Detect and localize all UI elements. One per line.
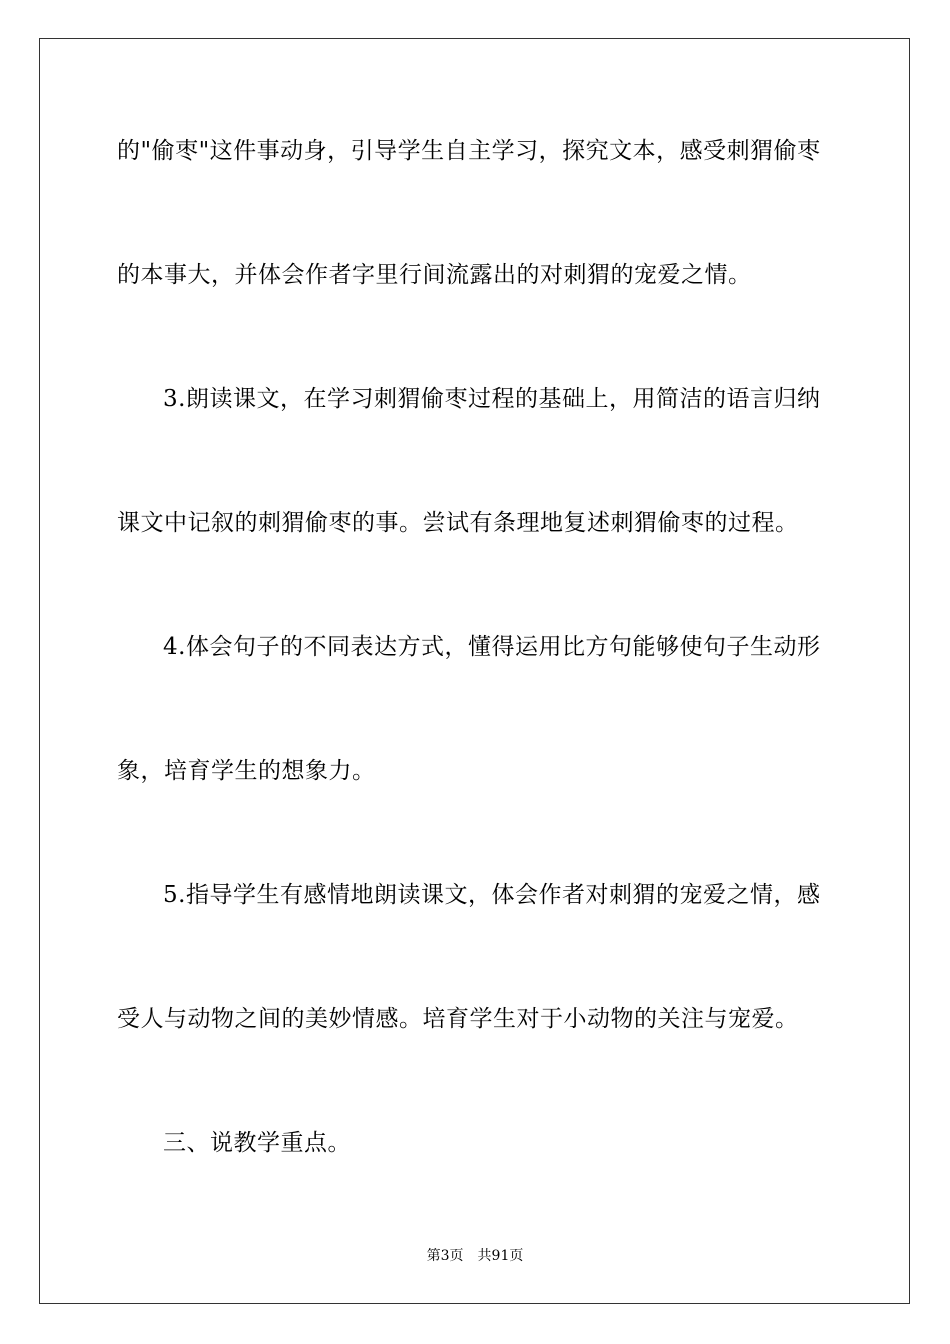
body-line-3: 3.朗读课文，在学习刺猬偷枣过程的基础上，用简洁的语言归纳 [163, 386, 821, 412]
body-line-2: 的本事大，并体会作者字里行间流露出的对刺猬的宠爱之情。 [117, 262, 752, 288]
page-border [39, 38, 910, 1304]
page-number: 第3页 [426, 1248, 464, 1264]
body-line-5: 4.体会句子的不同表达方式，懂得运用比方句能够使句子生动形 [163, 634, 821, 660]
body-line-8: 受人与动物之间的美妙情感。培育学生对于小动物的关注与宠爱。 [117, 1006, 799, 1032]
section-heading: 三、说教学重点。 [163, 1130, 351, 1156]
total-pages: 共91页 [477, 1248, 524, 1264]
body-line-1: 的"偷枣"这件事动身，引导学生自主学习，探究文本，感受刺猬偷枣 [117, 138, 821, 164]
body-line-4: 课文中记叙的刺猬偷枣的事。尝试有条理地复述刺猬偷枣的过程。 [117, 510, 799, 536]
body-line-7: 5.指导学生有感情地朗读课文，体会作者对刺猬的宠爱之情，感 [163, 882, 821, 908]
page-footer [0, 1247, 950, 1265]
body-line-6: 象，培育学生的想象力。 [117, 758, 376, 784]
